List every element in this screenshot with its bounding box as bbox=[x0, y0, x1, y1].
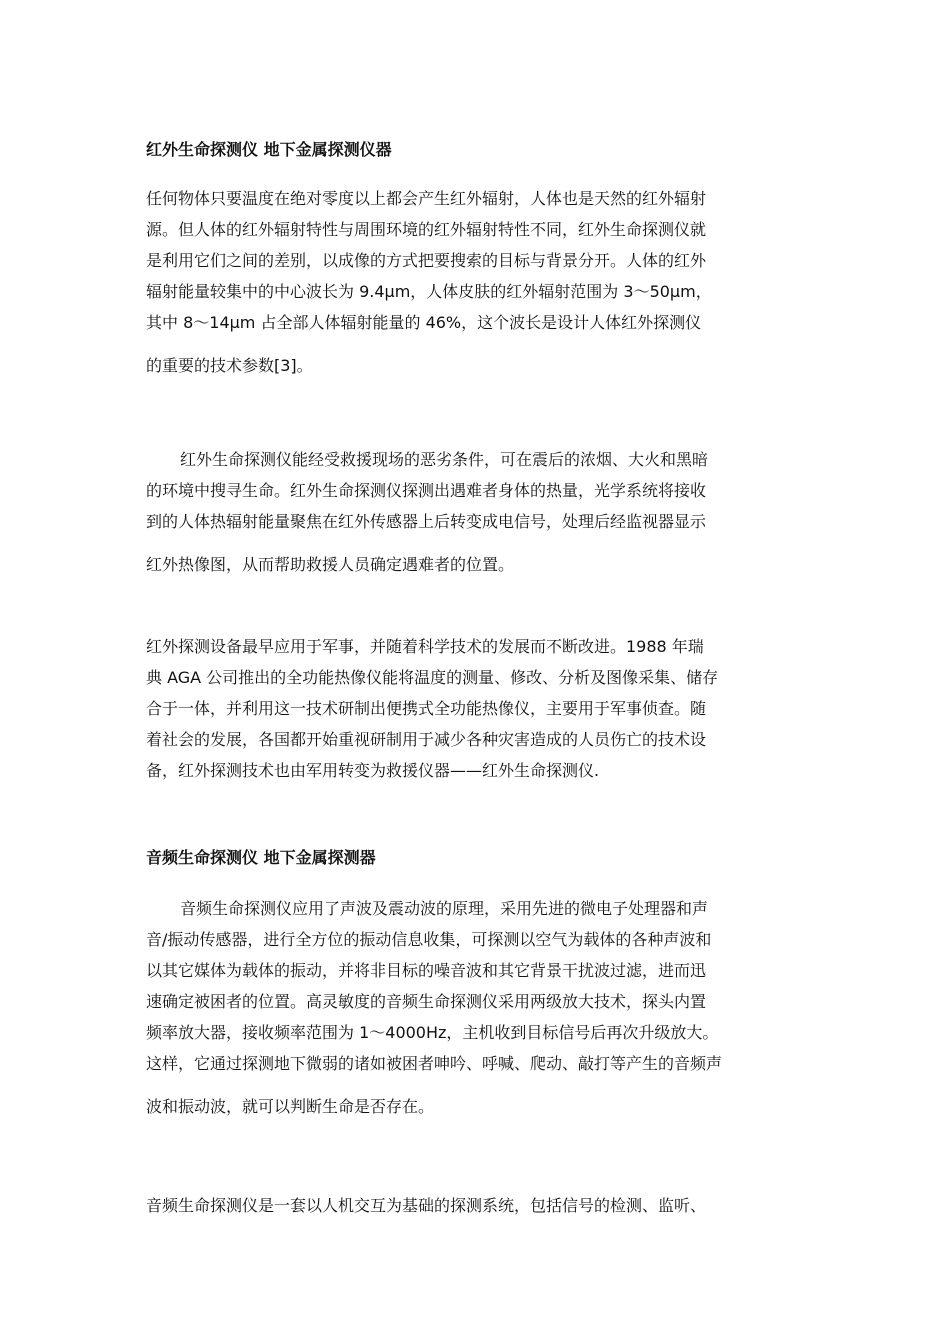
paragraph-infrared-history bbox=[146, 631, 810, 786]
text-line: 源。但人体的红外辐射特性与周围环境的红外辐射特性不同，红外生命探测仪就 bbox=[146, 220, 707, 239]
text-line: 着社会的发展，各国都开始重视研制用于减少各种灾害造成的人员伤亡的技术设 bbox=[146, 730, 707, 749]
paragraph-infrared-usage bbox=[146, 444, 810, 580]
text-line: 的重要的技术参数[3]。 bbox=[146, 356, 313, 375]
text-line: 到的人体热辐射能量聚焦在红外传感器上后转变成电信号，处理后经监视器显示 bbox=[146, 512, 707, 531]
text-line: 音频生命探测仪应用了声波及震动波的原理，采用先进的微电子处理器和声 bbox=[180, 899, 709, 918]
paragraph-audio-principle bbox=[146, 893, 810, 1122]
text-line: 的环境中搜寻生命。红外生命探测仪探测出遇难者身体的热量，光学系统将接收 bbox=[146, 481, 707, 500]
text-line: 以其它媒体为载体的振动，并将非目标的噪音波和其它背景干扰波过滤，进而迅 bbox=[146, 961, 707, 980]
text-line: 音/振动传感器，进行全方位的振动信息收集，可探测以空气为载体的各种声波和 bbox=[146, 930, 712, 949]
text-line: 波和振动波，就可以判断生命是否存在。 bbox=[146, 1097, 435, 1116]
text-line: 其中 8～14μm 占全部人体辐射能量的 46%，这个波长是设计人体红外探测仪 bbox=[146, 313, 702, 332]
text-line: 任何物体只要温度在绝对零度以上都会产生红外辐射，人体也是天然的红外辐射 bbox=[146, 189, 707, 208]
text-line: 合于一体，并利用这一技术研制出便携式全功能热像仪，主要用于军事侦查。随 bbox=[146, 699, 707, 718]
text-line: 这样，它通过探测地下微弱的诸如被困者呻吟、呼喊、爬动、敲打等产生的音频声 bbox=[146, 1054, 723, 1073]
text-line: 速确定被困者的位置。高灵敏度的音频生命探测仪采用两级放大技术，探头内置 bbox=[146, 992, 707, 1011]
text-line: 辐射能量较集中的中心波长为 9.4μm，人体皮肤的红外辐射范围为 3～50μm， bbox=[146, 282, 712, 301]
text-line: 红外探测设备最早应用于军事，并随着科学技术的发展而不断改进。1988 年瑞 bbox=[146, 637, 704, 656]
section-heading-infrared: 红外生命探测仪 地下金属探测仪器 bbox=[146, 140, 392, 159]
text-line: 典 AGA 公司推出的全功能热像仪能将温度的测量、修改、分析及图像采集、储存 bbox=[146, 668, 719, 687]
text-line: 备，红外探测技术也由军用转变为救援仪器——红外生命探测仪. bbox=[146, 761, 600, 780]
text-line: 音频生命探测仪是一套以人机交互为基础的探测系统，包括信号的检测、监听、 bbox=[146, 1196, 707, 1215]
paragraph-infrared-principle bbox=[146, 183, 810, 381]
text-line: 是利用它们之间的差别，以成像的方式把要搜索的目标与背景分开。人体的红外 bbox=[146, 251, 707, 270]
text-line: 频率放大器，接收频率范围为 1～4000Hz，主机收到目标信号后再次升级放大。 bbox=[146, 1023, 719, 1042]
paragraph-audio-system bbox=[146, 1190, 810, 1221]
section-heading-audio: 音频生命探测仪 地下金属探测器 bbox=[146, 848, 376, 867]
text-line: 红外生命探测仪能经受救援现场的恶劣条件，可在震后的浓烟、大火和黑暗 bbox=[180, 450, 709, 469]
text-line: 红外热像图，从而帮助救援人员确定遇难者的位置。 bbox=[146, 555, 515, 574]
